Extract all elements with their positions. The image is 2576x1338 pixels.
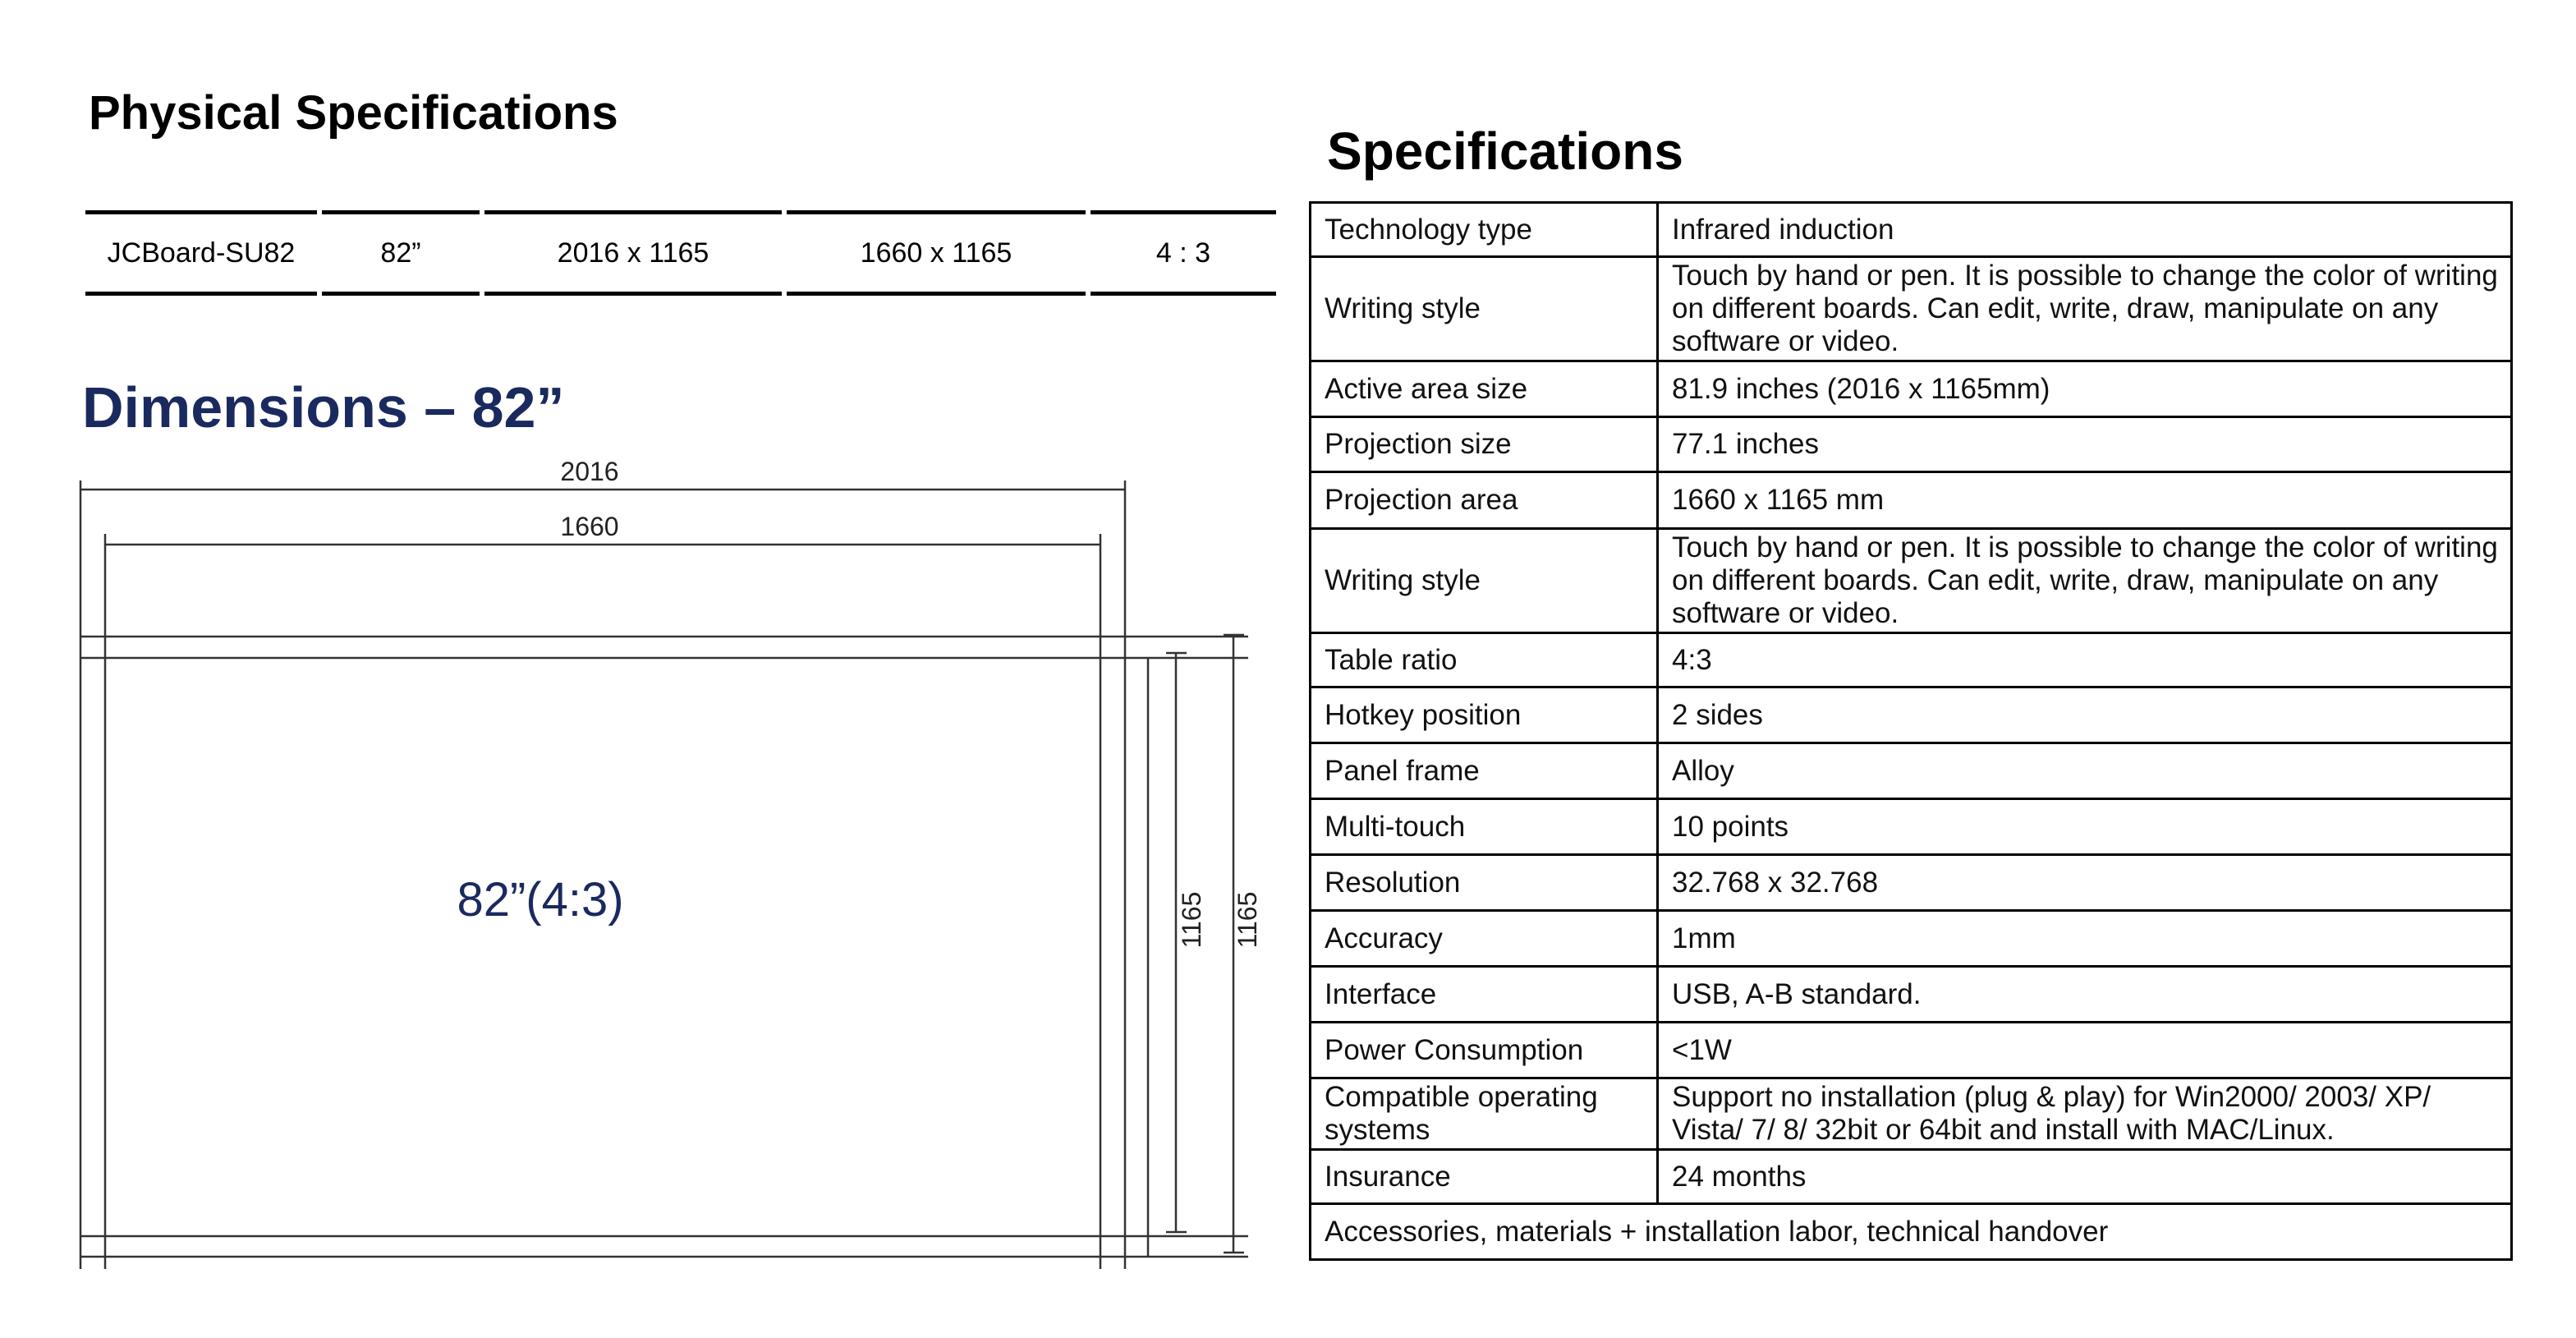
spec-value: 77.1 inches [1658, 417, 2512, 472]
spec-row [1311, 743, 2512, 799]
active-area-cell: 1660 x 1165 [787, 210, 1086, 296]
spec-value: 1mm [1658, 911, 2512, 967]
spec-value: 2 sides [1658, 687, 2512, 743]
spec-value: Infrared induction [1658, 203, 2512, 257]
spec-label: Hotkey position [1311, 687, 1658, 743]
spec-label: Panel frame [1311, 743, 1658, 799]
spec-label: Insurance [1311, 1150, 1658, 1204]
dimension-drawing [74, 456, 1265, 1269]
spec-label: Writing style [1311, 529, 1658, 633]
specifications-table [1309, 201, 2513, 1261]
dimensions-title: Dimensions – 82” [82, 375, 565, 439]
specifications-title: Specifications [1327, 122, 1683, 181]
spec-row [1311, 203, 2512, 257]
spec-label: Table ratio [1311, 633, 1658, 687]
spec-row [1311, 361, 2512, 417]
overall-dimension-cell: 2016 x 1165 [484, 210, 782, 296]
spec-row [1311, 417, 2512, 472]
spec-label: Interface [1311, 967, 1658, 1023]
spec-row [1311, 257, 2512, 361]
spec-label: Projection size [1311, 417, 1658, 472]
spec-value: Touch by hand or pen. It is possible to change the color of writing on different boards. Can edit, write, draw, manipulate on any software or video. [1658, 529, 2512, 633]
spec-footer-row [1311, 1204, 2512, 1260]
spec-row [1311, 1078, 2512, 1150]
spec-row [1311, 967, 2512, 1023]
screen-size-label: 82”(4:3) [457, 873, 624, 926]
spec-row [1311, 633, 2512, 687]
spec-value: 4:3 [1658, 633, 2512, 687]
spec-label: Multi-touch [1311, 799, 1658, 855]
aspect-ratio-cell: 4 : 3 [1091, 210, 1276, 296]
spec-row [1311, 799, 2512, 855]
spec-row [1311, 1150, 2512, 1204]
model-cell: JCBoard-SU82 [85, 210, 317, 296]
spec-value: Alloy [1658, 743, 2512, 799]
spec-row [1311, 529, 2512, 633]
inner-height-label: 1165 [1177, 891, 1206, 949]
spec-label: Active area size [1311, 361, 1658, 417]
outer-height-label: 1165 [1233, 891, 1262, 949]
spec-row [1311, 1023, 2512, 1078]
spec-value: 1660 x 1165 mm [1658, 472, 2512, 529]
spec-label: Accuracy [1311, 911, 1658, 967]
spec-label: Projection area [1311, 472, 1658, 529]
spec-value: USB, A-B standard. [1658, 967, 2512, 1023]
spec-value: 10 points [1658, 799, 2512, 855]
spec-value: 32.768 x 32.768 [1658, 855, 2512, 911]
spec-row [1311, 855, 2512, 911]
size-cell: 82” [322, 210, 480, 296]
spec-value: <1W [1658, 1023, 2512, 1078]
spec-footer: Accessories, materials + installation labor, technical handover [1311, 1204, 2512, 1260]
outer-width-label: 2016 [560, 457, 619, 486]
spec-label: Technology type [1311, 203, 1658, 257]
physical-specifications-title: Physical Specifications [89, 86, 618, 140]
inner-width-label: 1660 [560, 512, 619, 541]
spec-row [1311, 911, 2512, 967]
spec-label: Compatible operating systems [1311, 1078, 1658, 1150]
spec-value: 81.9 inches (2016 x 1165mm) [1658, 361, 2512, 417]
spec-label: Writing style [1311, 257, 1658, 361]
spec-label: Power Consumption [1311, 1023, 1658, 1078]
spec-row [1311, 687, 2512, 743]
spec-row [1311, 472, 2512, 529]
spec-value: Support no installation (plug & play) for Win2000/ 2003/ XP/ Vista/ 7/ 8/ 32bit or 64bit and install with MAC/Linux. [1658, 1078, 2512, 1150]
spec-value: Touch by hand or pen. It is possible to change the color of writing on different boards. Can edit, write, draw, manipulate on any software or video. [1658, 257, 2512, 361]
spec-value: 24 months [1658, 1150, 2512, 1204]
spec-label: Resolution [1311, 855, 1658, 911]
